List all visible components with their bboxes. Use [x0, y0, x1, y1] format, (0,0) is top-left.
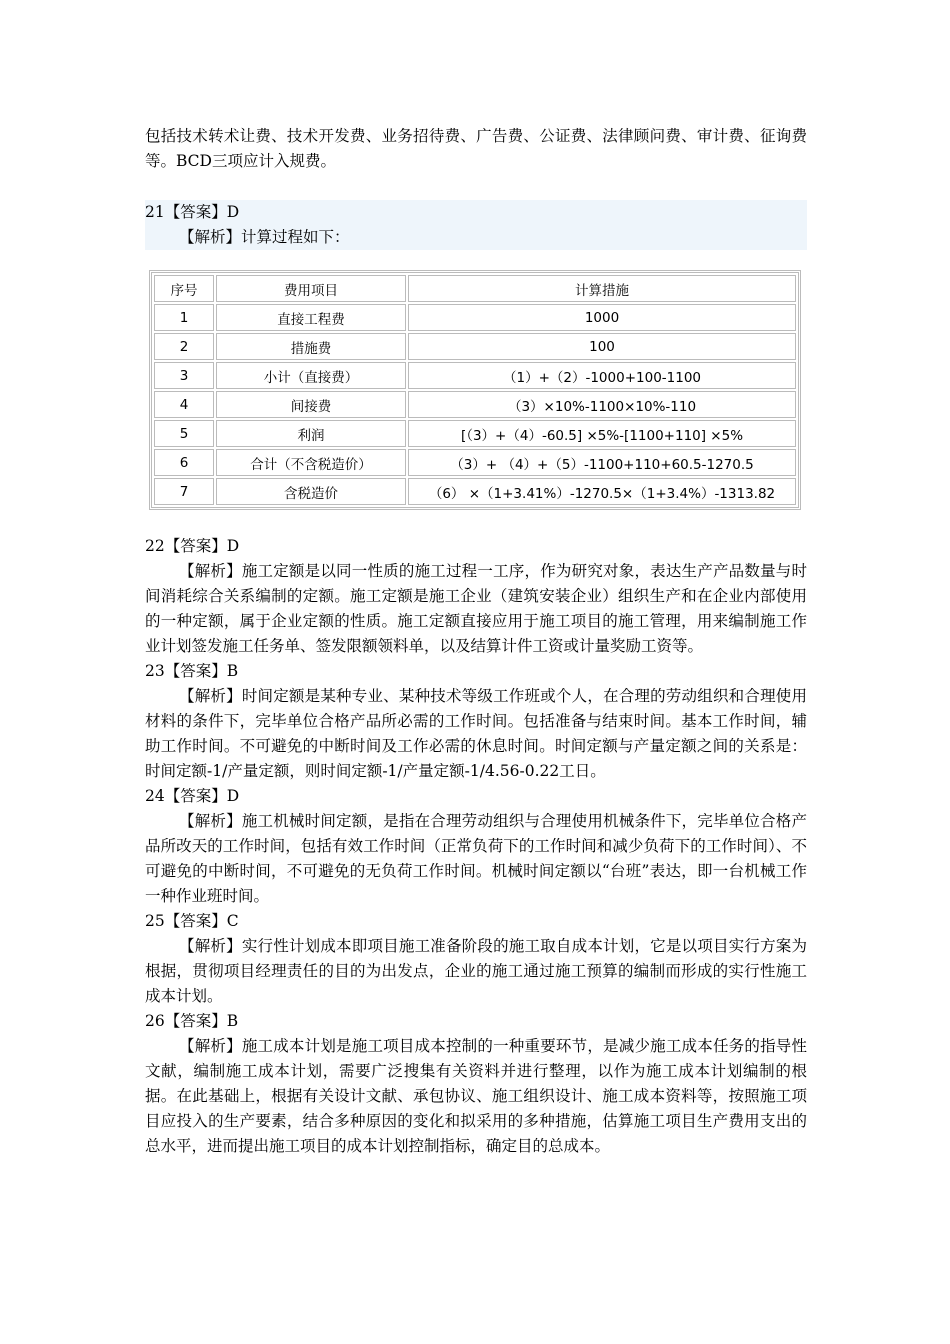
cell-item: 措施费 — [216, 333, 406, 360]
cell-no: 2 — [154, 333, 214, 360]
table-row — [154, 391, 796, 418]
header-calc: 计算措施 — [408, 275, 796, 302]
table-header-row — [154, 275, 796, 302]
cell-calc: （6） ×（1+3.41%）-1270.5×（1+3.4%）-1313.82 — [408, 478, 796, 505]
cell-calc: [（3）+（4）-60.5] ×5%-[1100+110] ×5% — [408, 420, 796, 447]
header-item: 费用项目 — [216, 275, 406, 302]
calculation-table — [149, 270, 801, 510]
q21-block — [145, 200, 807, 250]
q25-analysis: 【解析】实行性计划成本即项目施工准备阶段的施工取自成本计划，它是以项目实行方案为根据，贯彻项目经理责任的目的为出发点，企业的施工通过施工预算的编制而形成的实行性施工成本计划。 — [145, 937, 807, 1005]
q26-analysis: 【解析】施工成本计划是施工项目成本控制的一种重要环节，是减少施工成本任务的指导性文献，编制施工成本计划，需要广泛搜集有关资料并进行整理，以作为施工成本计划编制的根据。在此基础上，根据有关设计文献、承包协议、施工组织设计、施工成本资料等，按照施工项目应投入的生产要素，结合多种原因的变化和拟采用的多种措施，估算施工项目生产费用支出的总水平，进而提出施工项目的成本计划控制指标，确定目的总成本。 — [145, 1037, 807, 1155]
q24-answer: 24【答案】D — [145, 787, 240, 805]
cell-no: 5 — [154, 420, 214, 447]
cell-calc: （3）×10%-1100×10%-110 — [408, 391, 796, 418]
cell-no: 6 — [154, 449, 214, 476]
cell-no: 3 — [154, 362, 214, 389]
cell-no: 1 — [154, 304, 214, 331]
table-row — [154, 362, 796, 389]
cell-no: 4 — [154, 391, 214, 418]
q23-answer: 23【答案】B — [145, 662, 239, 680]
table-row — [154, 304, 796, 331]
cell-calc: （1）+（2）-1000+100-1100 — [408, 362, 796, 389]
q26-answer: 26【答案】B — [145, 1012, 239, 1030]
table-row — [154, 478, 796, 505]
cell-no: 7 — [154, 478, 214, 505]
q24-analysis: 【解析】施工机械时间定额，是指在合理劳动组织与合理使用机械条件下，完毕单位合格产品所改天的工作时间，包括有效工作时间（正常负荷下的工作时间和减少负荷下的工作时间）、不可避免的中断时间，不可避免的无负荷工作时间。机械时间定额以“台班”表达，即一台机械工作一种作业班时间。 — [145, 812, 807, 905]
cell-item: 合计（不含税造价） — [216, 449, 406, 476]
cell-calc: 100 — [408, 333, 796, 360]
q21-analysis: 【解析】计算过程如下： — [179, 228, 350, 246]
table-row — [154, 420, 796, 447]
cell-calc: 1000 — [408, 304, 796, 331]
intro-paragraph: 包括技术转术让费、技术开发费、业务招待费、广告费、公证费、法律顾问费、审计费、征询费等。BCD三项应计入规费。 — [145, 127, 807, 170]
cell-calc: （3）+ （4）+（5）-1100+110+60.5-1270.5 — [408, 449, 796, 476]
table-row — [154, 449, 796, 476]
q22-analysis: 【解析】施工定额是以同一性质的施工过程一工序，作为研究对象，表达生产产品数量与时间消耗综合关系编制的定额。施工定额是施工企业（建筑安装企业）组织生产和在企业内部使用的一种定额，属于企业定额的性质。施工定额直接应用于施工项目的施工管理，用来编制施工作业计划签发施工任务单、签发限额领料单，以及结算计件工资或计量奖励工资等。 — [145, 562, 807, 655]
document-body — [145, 124, 807, 1159]
q23-analysis: 【解析】时间定额是某种专业、某种技术等级工作班或个人，在合理的劳动组织和合理使用材料的条件下，完毕单位合格产品所必需的工作时间。包括准备与结束时间。基本工作时间，辅助工作时间。不可避免的中断时间及工作必需的休息时间。时间定额与产量定额之间的关系是：时间定额-1/产量定额，则时间定额-1/产量定额-1/4.56-0.22工日。 — [145, 687, 807, 780]
q25-answer: 25【答案】C — [145, 912, 239, 930]
cell-item: 间接费 — [216, 391, 406, 418]
header-no: 序号 — [154, 275, 214, 302]
cell-item: 小计（直接费） — [216, 362, 406, 389]
q22-answer: 22【答案】D — [145, 537, 240, 555]
cell-item: 含税造价 — [216, 478, 406, 505]
q21-answer: 21【答案】D — [145, 203, 240, 221]
cell-item: 直接工程费 — [216, 304, 406, 331]
table-row — [154, 333, 796, 360]
cell-item: 利润 — [216, 420, 406, 447]
